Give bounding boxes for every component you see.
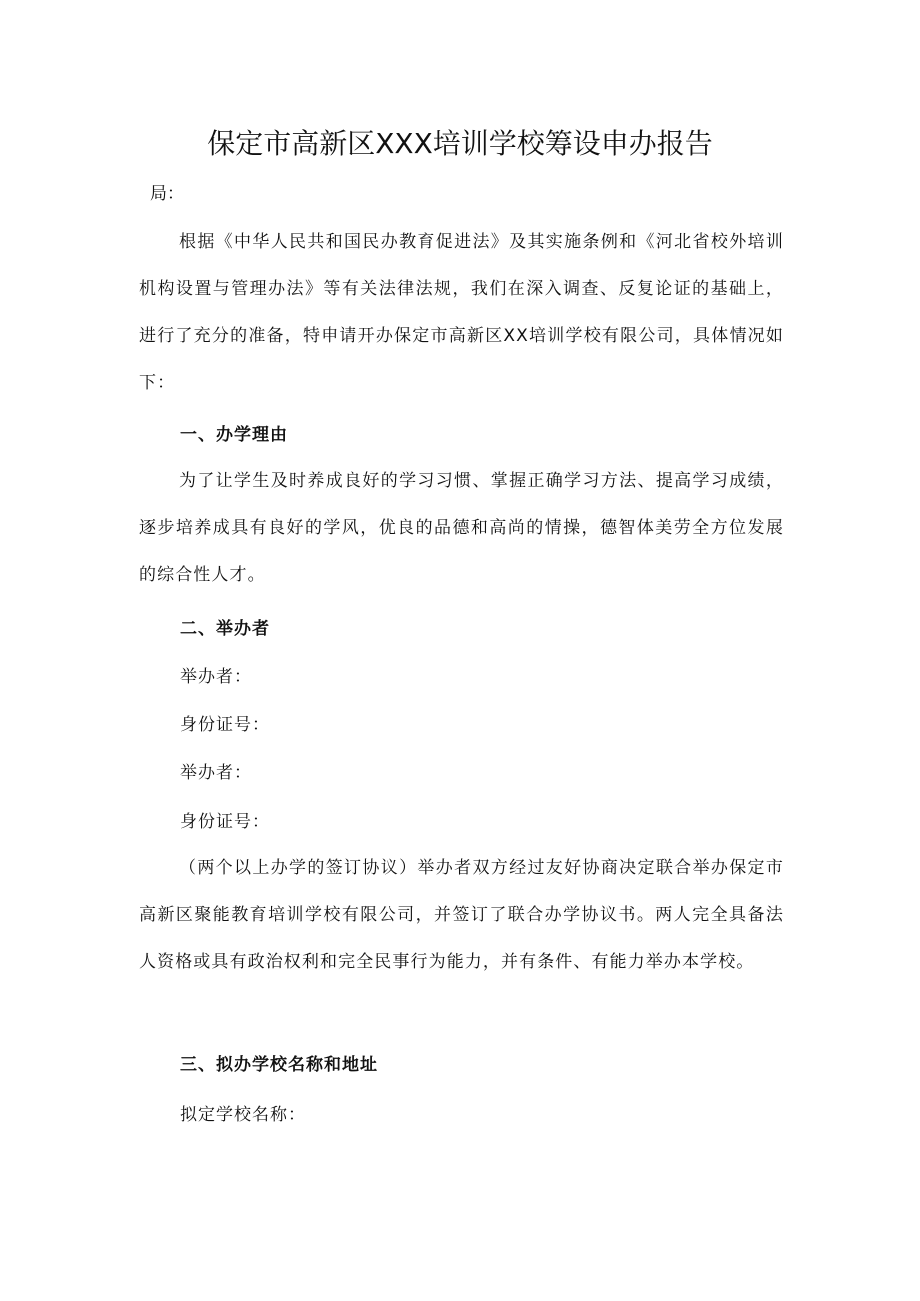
salutation: 局： [150, 184, 184, 204]
document-title: 保定市高新区XXX培训学校筹设申办报告 [207, 127, 713, 160]
id-number-label-1: 身份证号： [180, 715, 270, 735]
school-name-label: 拟定学校名称： [180, 1105, 306, 1125]
sponsor-label-1: 举办者： [180, 667, 252, 687]
reason-paragraph: 为了让学生及时养成良好的学习习惯、掌握正确学习方法、提高学习成绩，逐步培养成具有良好的学风，优良的品德和高尚的情操，德智体美劳全方位发展的综合性人才。 [139, 471, 784, 585]
sponsor-paragraph: （两个以上办学的签订协议）举办者双方经过友好协商决定联合举办保定市高新区聚能教育培训学校有限公司，并签订了联合办学协议书。两人完全具备法人资格或具有政治权利和完全民事行为能力，并有条件、有能力举办本学校。 [139, 858, 784, 972]
section-heading-name-address: 三、拟办学校名称和地址 [180, 1055, 378, 1075]
id-number-label-2: 身份证号： [180, 812, 270, 832]
section-heading-sponsor: 二、举办者 [180, 619, 270, 639]
section-heading-reason: 一、办学理由 [180, 425, 288, 445]
intro-paragraph: 根据《中华人民共和国民办教育促进法》及其实施条例和《河北省校外培训机构设置与管理办法》等有关法律法规，我们在深入调查、反复论证的基础上，进行了充分的准备，特申请开办保定市高新区XX培训学校有限公司，具体情况如下： [139, 232, 784, 393]
sponsor-label-2: 举办者： [180, 763, 252, 783]
